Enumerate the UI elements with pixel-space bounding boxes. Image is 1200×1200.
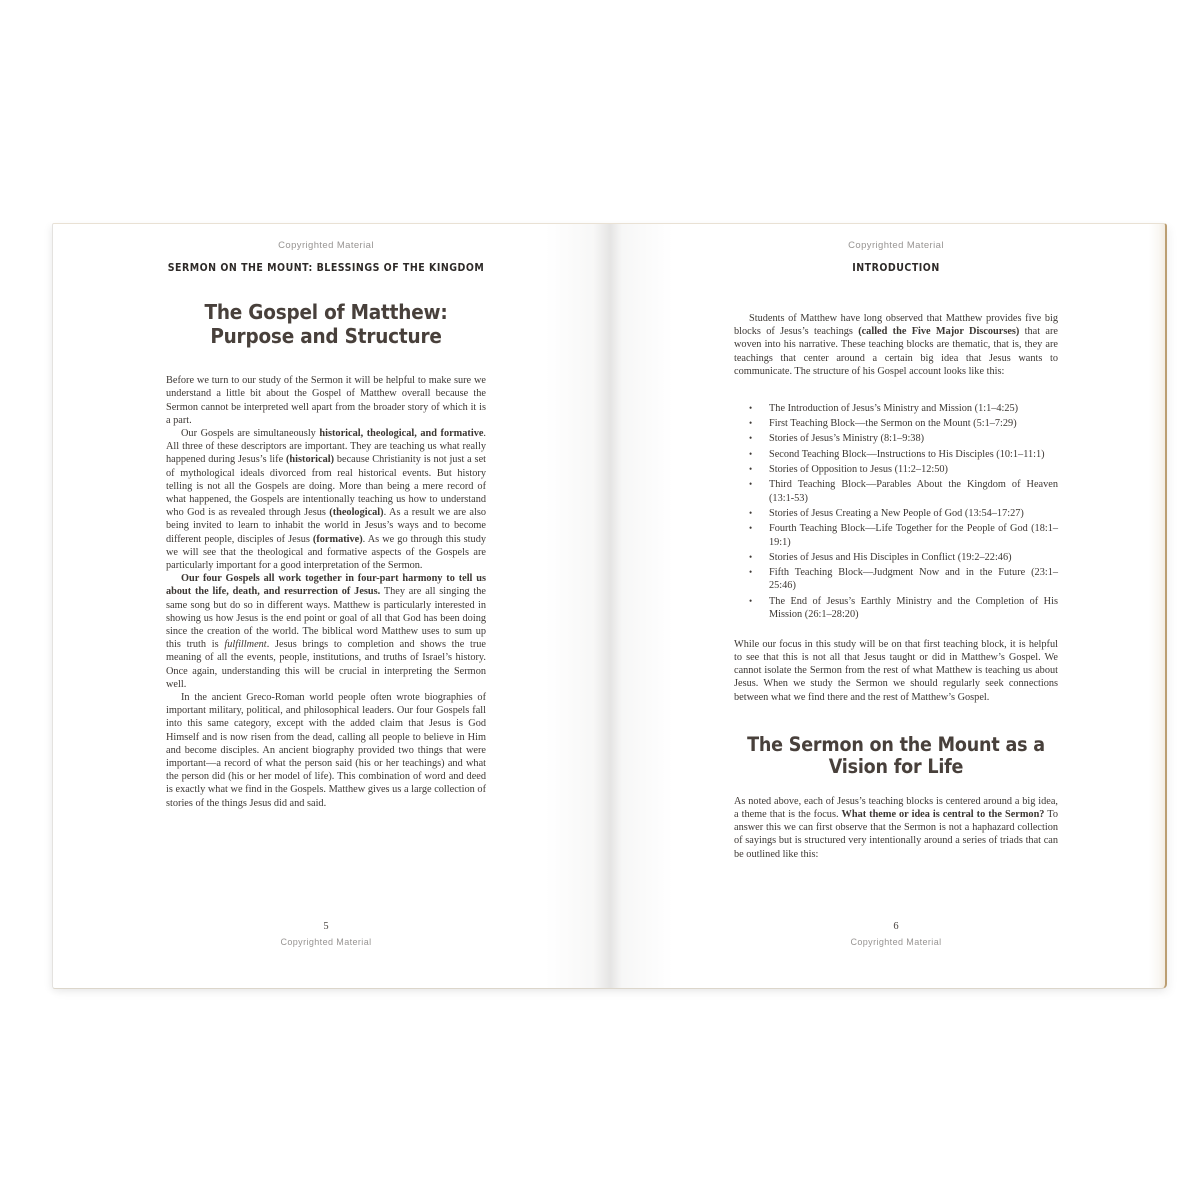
body-text: [166, 374, 486, 810]
text-segment: (called the Five Major Discourses): [858, 326, 1020, 338]
text-segment: They are all singing the same song but do so in different ways. Matthew is particularly interested in showing us how Jesus is the end point or goal of all that God has been doing since the creation of the world. The biblical word Matthew uses to sum up this truth is: [166, 586, 487, 651]
running-head: SERMON ON THE MOUNT: BLESSINGS OF THE KINGDOM: [167, 262, 485, 274]
text-segment: . As we go through this study we will see that the theological and formative aspects of the Gospels are particularly important for a good interpretation of the Sermon.: [166, 533, 486, 571]
text-segment: that are woven into his narrative. These teaching blocks are thematic, that is, they are teachings that center around a certain big idea that Jesus wants to communicate. The structure of his Gospel account looks like this:: [734, 326, 1058, 377]
paragraph: [166, 427, 486, 572]
list-item: • Third Teaching Block—Parables About the Kingdom of Heaven (13:1-53): [746, 478, 1058, 505]
list-item: • The End of Jesus’s Earthly Ministry and the Completion of His Mission (26:1–28:20): [746, 595, 1058, 622]
text-segment: Our four Gospels all work together in four-part harmony to tell us about the life, death, and resurrection of Jesus.: [166, 573, 486, 598]
list-item: • Fifth Teaching Block—Judgment Now and in the Future (23:1–25:46): [746, 566, 1058, 593]
copyright-notice-top: Copyrighted Material: [848, 240, 944, 251]
text-segment: because Christianity is not just a set of mythological ideals divorced from real historical events. But history telling is not all the Gospels are doing. More than being a mere record of what happened, the Gospels are intentionally teaching us how to understand who God is as revealed through Jesus: [166, 454, 486, 519]
gospel-outline-list: [734, 402, 1058, 622]
copyright-notice-bottom: Copyrighted Material: [850, 937, 942, 947]
paragraph: [734, 312, 1058, 378]
text-segment: While our focus in this study will be on that first teaching block, it is helpful to see that this is not all that Jesus taught or did in Matthew’s Gospel. We cannot isolate the Sermon from the rest of what Matthew is teaching us about Jesus. When we study the Sermon we should regularly seek connections between what we find there and the rest of Matthew’s Gospel.: [734, 638, 1058, 703]
book-spread: [52, 223, 1167, 989]
list-item: • Stories of Jesus’s Ministry (8:1–9:38): [746, 432, 1058, 446]
page-number: 5: [323, 921, 329, 932]
text-segment: In the ancient Greco-Roman world people often wrote biographies of important military, political, and philosophical leaders. Our four Gospels fall into this same category, except with the added claim that Jesus is God Himself and is now risen from the dead, calling all people to believe in Him and become disciples. An ancient biography provided two things that were important—a record of what the person said (his or her teachings) and what the person did (his or her model of life). This combination of word and deed is exactly what we find in the Gospels. Matthew gives us a large collection of stories of the things Jesus did and said.: [166, 692, 486, 809]
body-text: [734, 312, 1058, 861]
right-page-column: [734, 224, 1058, 988]
text-segment: Our Gospels are simultaneously: [181, 427, 320, 439]
text-segment: (theological): [329, 507, 384, 519]
text-segment: . All three of these descriptors are important. They are teaching us what really happened during Jesus’s life: [166, 427, 486, 466]
list-item: • First Teaching Block—the Sermon on the Mount (5:1–7:29): [746, 417, 1058, 431]
list-item: • The Introduction of Jesus’s Ministry and Mission (1:1–4:25): [746, 402, 1058, 416]
copyright-notice-bottom: Copyrighted Material: [280, 937, 372, 947]
list-item: • Stories of Opposition to Jesus (11:2–12:50): [746, 463, 1058, 477]
paragraph: [166, 691, 486, 810]
text-segment: (formative): [312, 533, 363, 545]
section-heading: The Sermon on the Mount as a Vision for Life: [747, 732, 1045, 779]
list-item: • Stories of Jesus Creating a New People of God (13:54–17:27): [746, 507, 1058, 521]
text-segment: historical, theological, and formative: [319, 427, 484, 439]
left-page-column: [166, 224, 486, 988]
text-segment: What theme or idea is central to the Sermon?: [841, 808, 1045, 820]
paragraph: [166, 572, 486, 691]
left-page: [53, 224, 609, 988]
paragraph: [734, 795, 1058, 861]
copyright-notice-top: Copyrighted Material: [278, 240, 374, 251]
list-item: • Second Teaching Block—Instructions to His Disciples (10:1–11:1): [746, 448, 1058, 462]
paragraph: [166, 374, 486, 427]
running-head: INTRODUCTION: [852, 262, 940, 274]
text-segment: fulfillment: [224, 639, 267, 651]
text-segment: To answer this we can first observe that the Sermon is not a haphazard collection of sayings but is structured very intentionally around a series of triads that can be outlined like this:: [734, 808, 1058, 860]
paragraph: [734, 638, 1058, 704]
text-segment: Before we turn to our study of the Sermon it will be helpful to make sure we understand a little bit about the Gospel of Matthew overall because the Sermon cannot be interpreted well apart from the broader story of which it is a part.: [166, 375, 486, 426]
text-segment: Students of Matthew have long observed that Matthew provides five big blocks of Jesus’s teachings: [734, 313, 1058, 338]
text-segment: . As a result we are also being invited to learn to inhabit the world in Jesus’s ways and to become different people, disciples of Jesus: [166, 507, 486, 545]
list-item: • Stories of Jesus and His Disciples in Conflict (19:2–22:46): [746, 551, 1058, 565]
page-number: 6: [893, 921, 899, 932]
text-segment: (historical): [286, 454, 335, 466]
list-item: • Fourth Teaching Block—Life Together for the People of God (18:1–19:1): [746, 522, 1058, 549]
right-page: [609, 224, 1168, 988]
text-segment: As noted above, each of Jesus’s teaching blocks is centered around a big idea, a theme that is the focus.: [734, 795, 1058, 820]
chapter-title: The Gospel of Matthew: Purpose and Structure: [204, 300, 448, 348]
text-segment: . Jesus brings to completion and shows the true meaning of all the events, people, institutions, and truths of Israel’s history. Once again, understanding this will be crucial in interpreting the Sermon well.: [166, 639, 486, 690]
